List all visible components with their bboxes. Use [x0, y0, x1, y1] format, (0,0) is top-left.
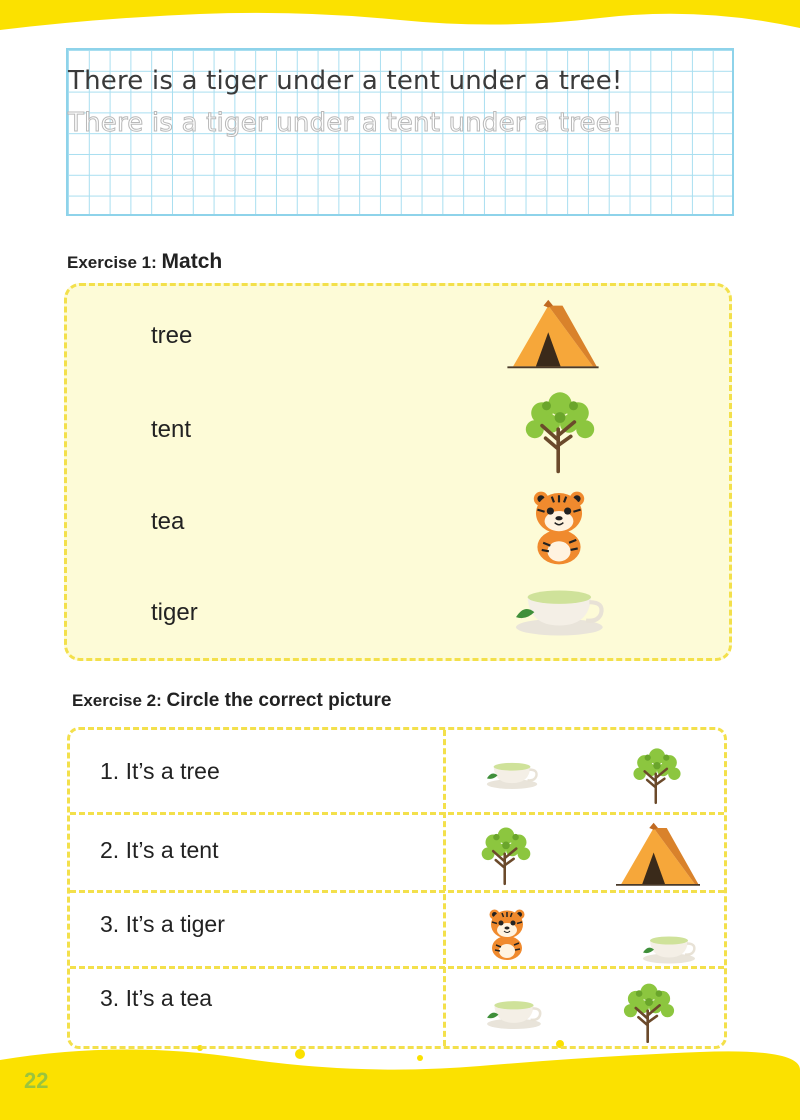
match-word-tiger[interactable]: tiger	[151, 599, 198, 626]
tree-icon[interactable]	[474, 823, 538, 887]
tea-icon[interactable]	[640, 929, 700, 965]
match-word-tent[interactable]: tent	[151, 416, 192, 443]
row-text: 3. It’s a tiger	[100, 911, 225, 937]
table-row	[70, 893, 724, 969]
tea-icon[interactable]	[484, 754, 542, 792]
top-wave-decoration	[0, 0, 800, 40]
trace-sentence: There is a tiger under a tent under a tree!	[68, 108, 623, 138]
tree-icon[interactable]	[626, 744, 688, 806]
tea-icon[interactable]	[484, 993, 546, 1031]
exercise1-title: Match	[161, 250, 223, 273]
tiger-icon[interactable]	[523, 478, 595, 570]
exercise2-label: Exercise 2:	[72, 691, 162, 710]
match-word-tea[interactable]: tea	[151, 508, 185, 535]
match-exercise-box	[64, 283, 732, 661]
model-sentence: There is a tiger under a tent under a tree!	[68, 66, 623, 96]
row-text: 2. It’s a tent	[100, 837, 219, 863]
tree-icon[interactable]	[515, 386, 605, 476]
tree-icon[interactable]	[616, 979, 682, 1045]
row-text: 1. It’s a tree	[100, 758, 220, 784]
handwriting-grid	[66, 48, 734, 216]
match-word-tree[interactable]: tree	[151, 322, 193, 349]
exercise2-heading	[72, 690, 391, 712]
page-number: 22	[24, 1068, 49, 1093]
row-text: 3. It’s a tea	[100, 985, 213, 1011]
tent-icon[interactable]	[505, 298, 601, 374]
table-row	[70, 815, 724, 893]
table-row	[70, 730, 724, 815]
exercise1-label: Exercise 1:	[67, 253, 157, 272]
exercise1-heading	[67, 250, 222, 274]
exercise2-title: Circle the correct picture	[166, 690, 392, 711]
circle-exercise-table	[67, 727, 727, 1049]
tent-icon[interactable]	[610, 821, 706, 891]
table-row	[70, 969, 724, 1049]
tea-icon[interactable]	[511, 578, 611, 638]
tiger-icon[interactable]	[482, 901, 532, 963]
